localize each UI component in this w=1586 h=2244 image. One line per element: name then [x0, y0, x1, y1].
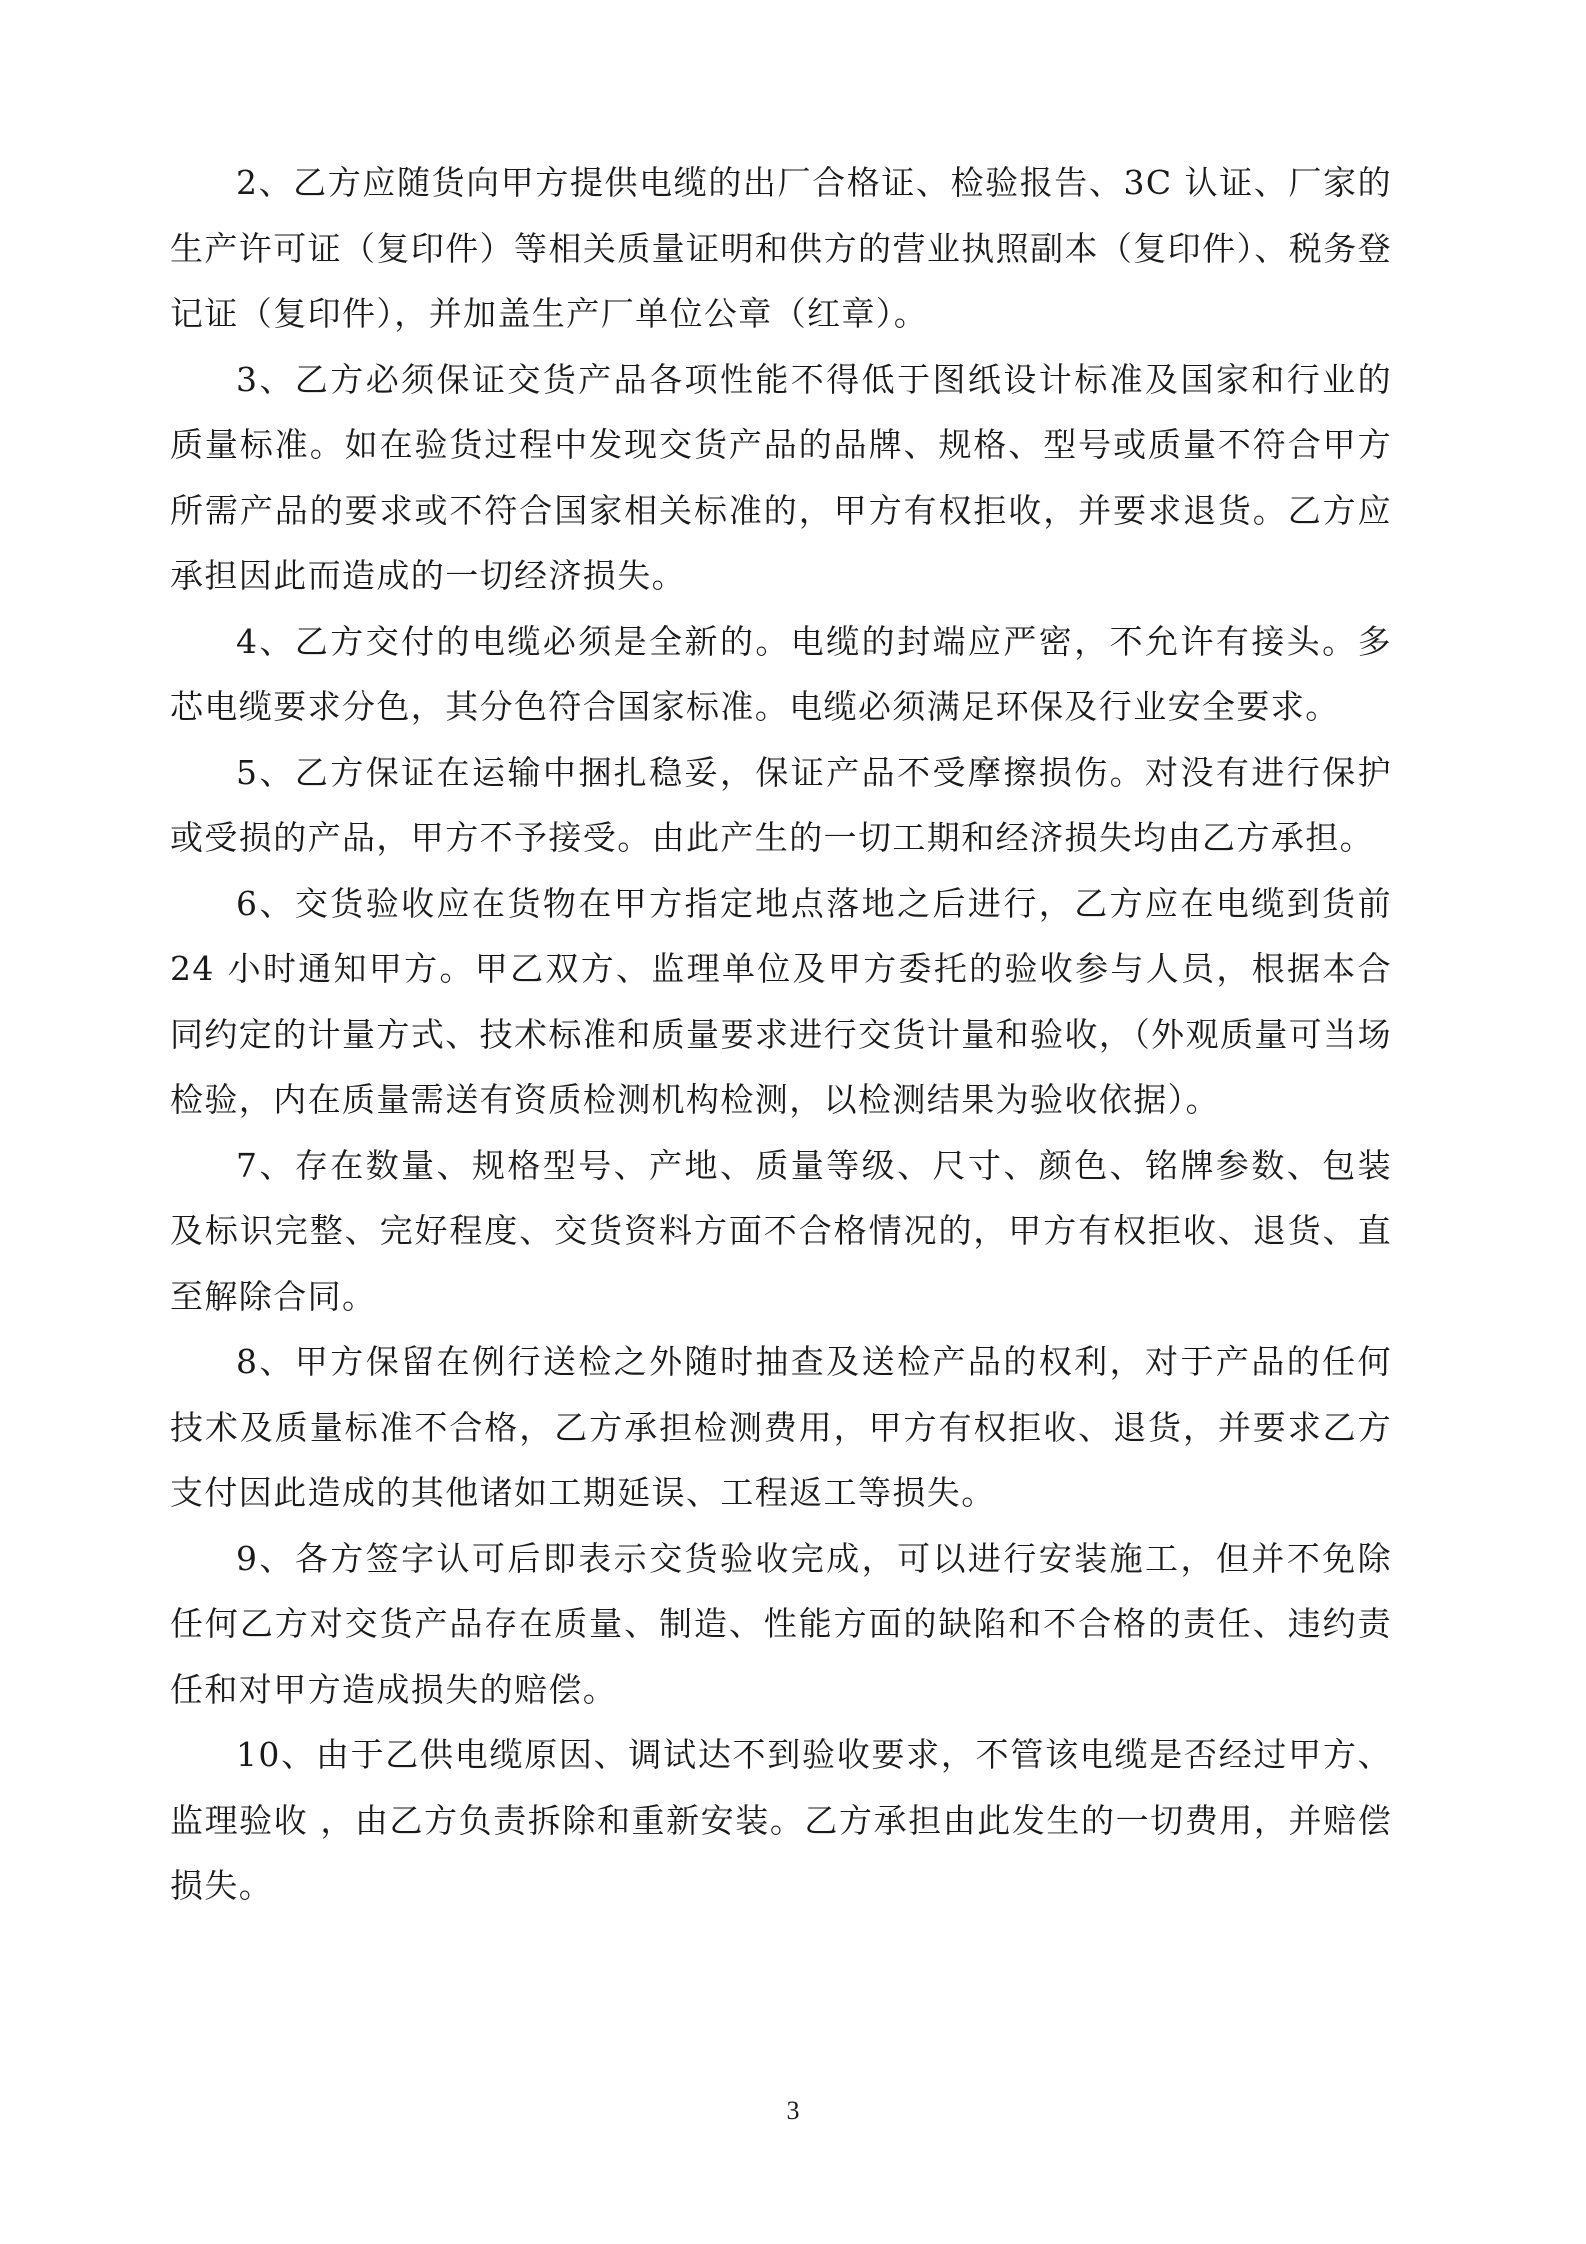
page-number: 3: [786, 2096, 800, 2125]
clause-3: 3、乙方必须保证交货产品各项性能不得低于图纸设计标准及国家和行业的质量标准。如在验货过程中发现交货产品的品牌、规格、型号或质量不符合甲方所需产品的要求或不符合国家相关标准的，甲方有权拒收，并要求退货。乙方应承担因此而造成的一切经济损失。: [170, 359, 1392, 595]
clause-10: 10、由于乙供电缆原因、调试达不到验收要求，不管该电缆是否经过甲方、监理验收 ，由乙方负责拆除和重新安装。乙方承担由此发生的一切费用，并赔偿损失。: [170, 1735, 1392, 1905]
document-body: [170, 150, 1392, 1919]
clause-4: 4、乙方交付的电缆必须是全新的。电缆的封端应严密，不允许有接头。多芯电缆要求分色，其分色符合国家标准。电缆必须满足环保及行业安全要求。: [170, 621, 1392, 726]
clause-9: 9、各方签字认可后即表示交货验收完成，可以进行安装施工，但并不免除任何乙方对交货产品存在质量、制造、性能方面的缺陷和不合格的责任、违约责任和对甲方造成损失的赔偿。: [170, 1538, 1392, 1709]
clause-6: 6、交货验收应在货物在甲方指定地点落地之后进行，乙方应在电缆到货前 24 小时通知甲方。甲乙双方、监理单位及甲方委托的验收参与人员，根据本合同约定的计量方式、技术标准和质量要求进行交货计量和验收，（外观质量可当场检验，内在质量需送有资质检测机构检测，以检测结果为验收依据）。: [170, 883, 1392, 1119]
clause-5: 5、乙方保证在运输中捆扎稳妥，保证产品不受摩擦损伤。对没有进行保护或受损的产品，甲方不予接受。由此产生的一切工期和经济损失均由乙方承担。: [170, 752, 1392, 857]
clause-7: 7、存在数量、规格型号、产地、质量等级、尺寸、颜色、铭牌参数、包装及标识完整、完好程度、交货资料方面不合格情况的，甲方有权拒收、退货、直至解除合同。: [170, 1145, 1392, 1316]
clause-2: 2、乙方应随货向甲方提供电缆的出厂合格证、检验报告、3C 认证、厂家的生产许可证（复印件）等相关质量证明和供方的营业执照副本（复印件）、税务登记证（复印件），并加盖生产厂单位公章（红章）。: [170, 163, 1392, 333]
clause-8: 8、甲方保留在例行送检之外随时抽查及送检产品的权利，对于产品的任何技术及质量标准不合格，乙方承担检测费用，甲方有权拒收、退货，并要求乙方支付因此造成的其他诸如工期延误、工程返工等损失。: [170, 1342, 1392, 1512]
